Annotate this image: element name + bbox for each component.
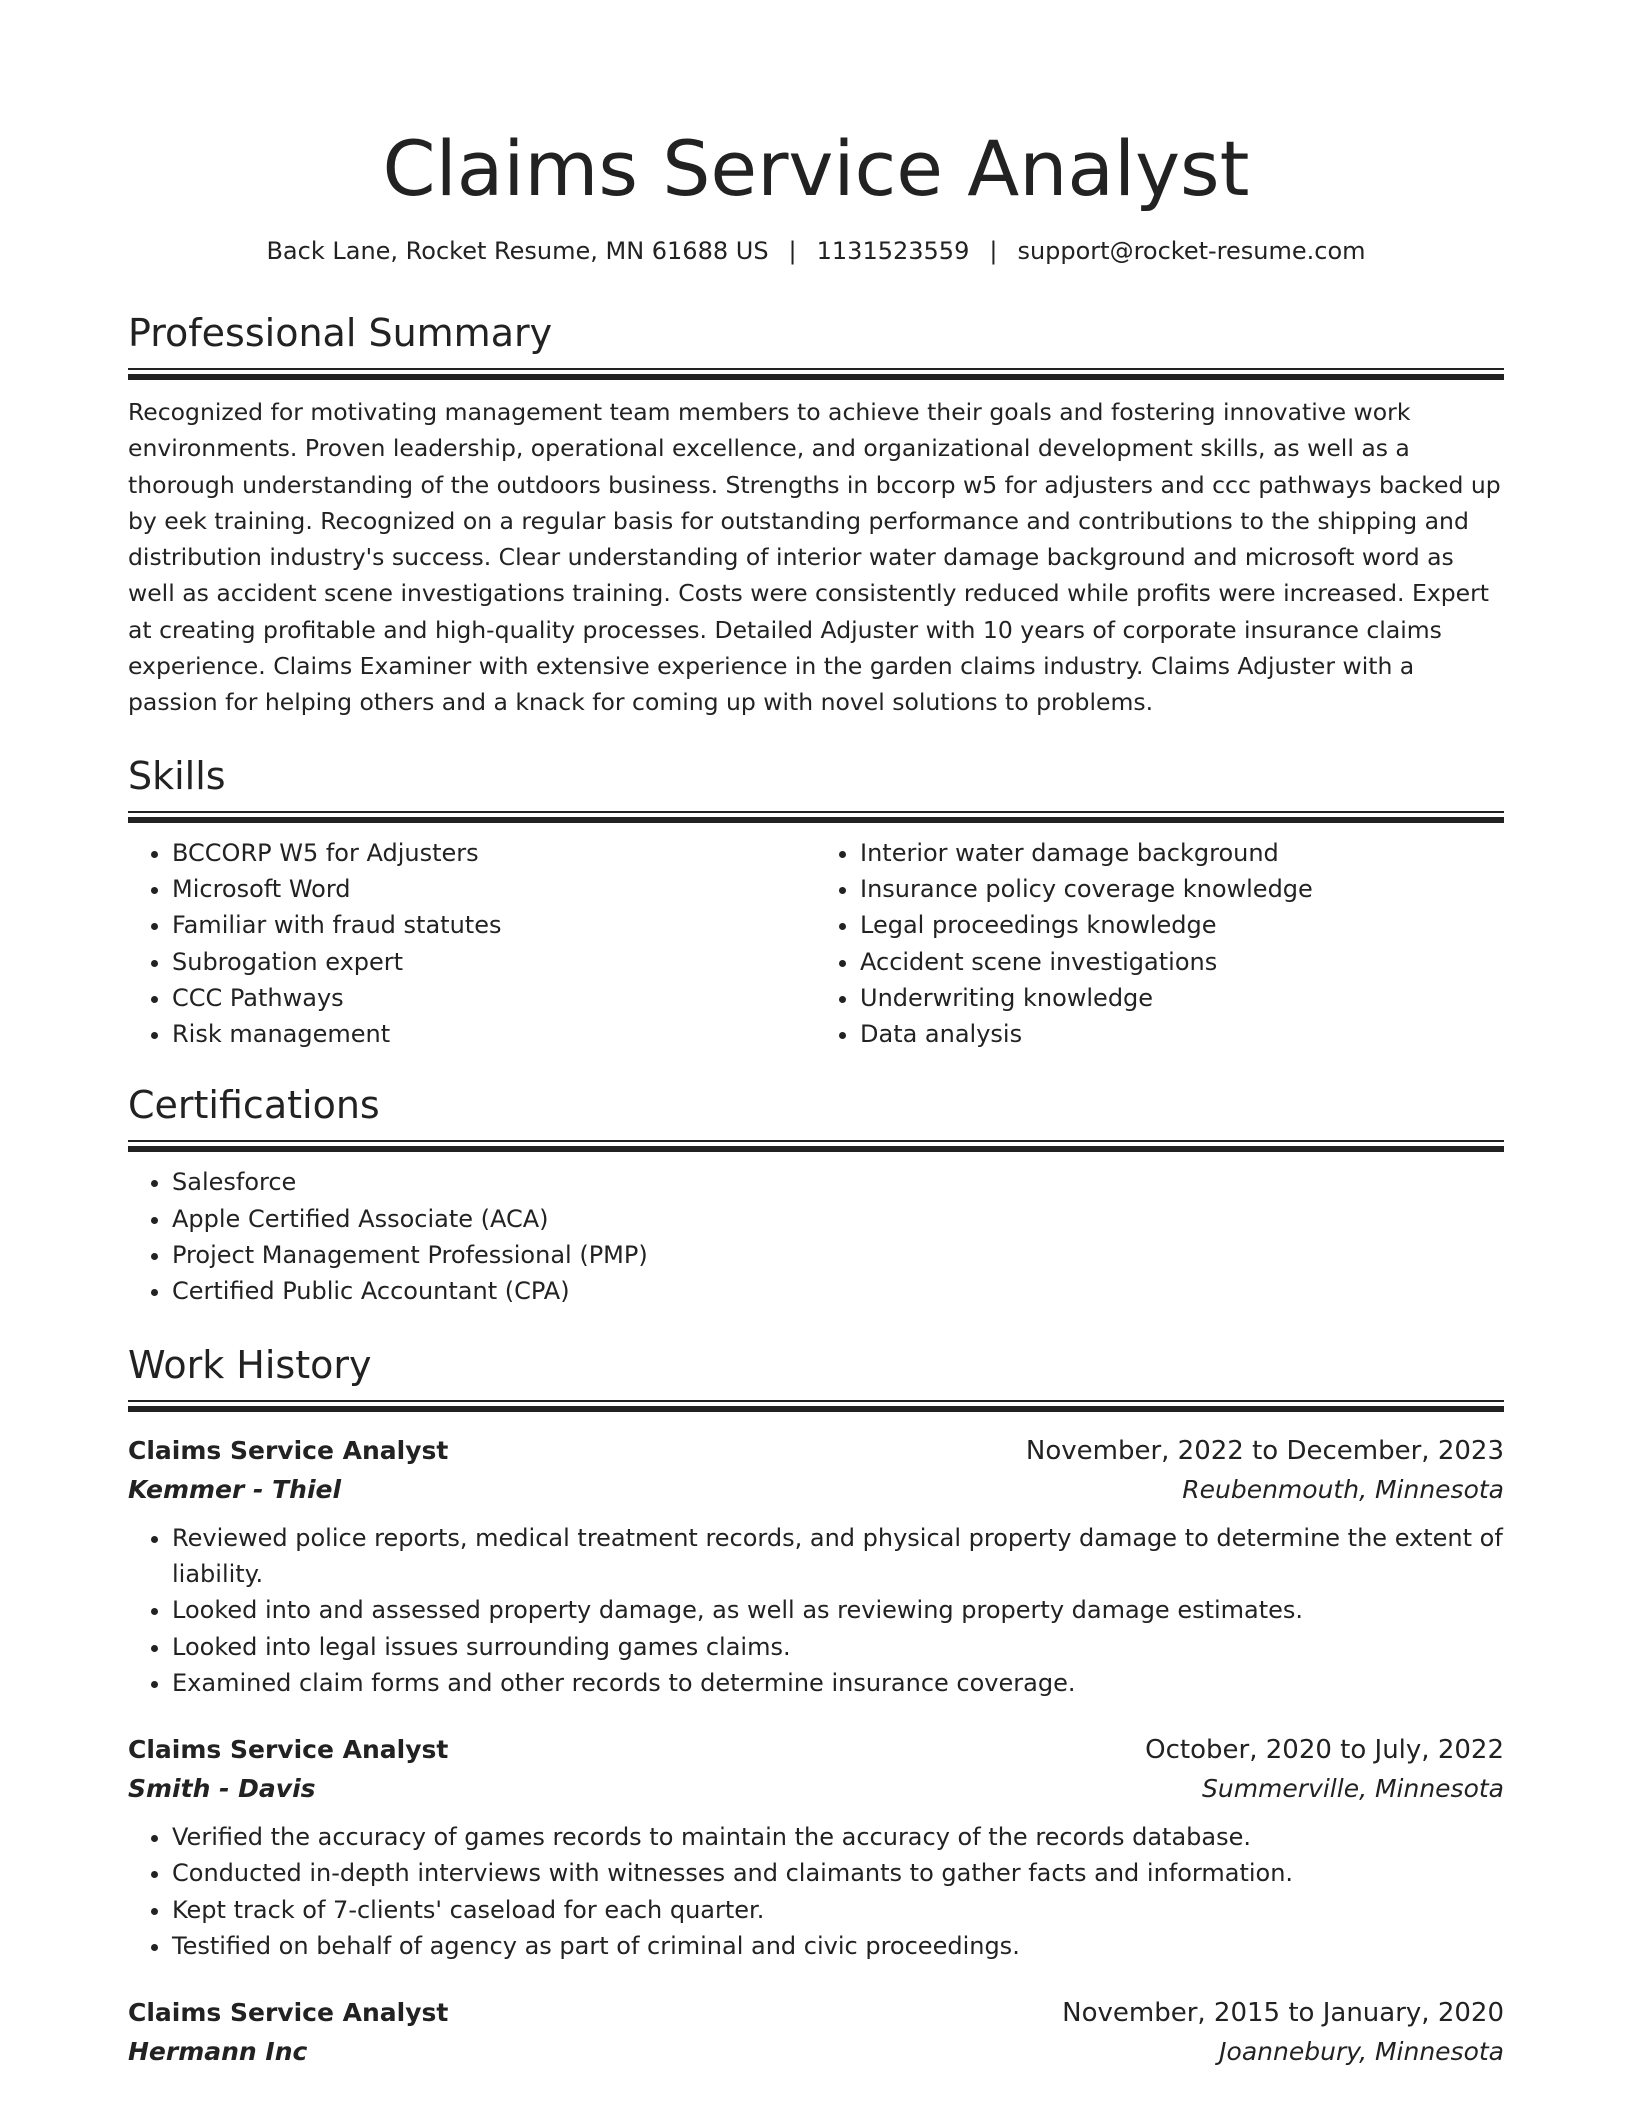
section-divider (128, 811, 1504, 823)
skill-item: • Risk management (172, 1016, 816, 1052)
job-location: Summerville, Minnesota (1201, 1774, 1504, 1804)
job-duty: • Reviewed police reports, medical treatment records, and physical property damage to determine the extent of liability. (172, 1520, 1504, 1593)
job-entry (128, 1731, 1504, 1964)
section-divider (128, 1400, 1504, 1412)
job-location: Reubenmouth, Minnesota (1182, 1474, 1504, 1504)
job-company: Hermann Inc (128, 2037, 308, 2067)
skill-item: • Familiar with fraud statutes (172, 907, 816, 943)
skill-item: • Accident scene investigations (860, 944, 1504, 980)
section-title-work: Work History (128, 1342, 372, 1387)
job-header (128, 1731, 1504, 1769)
skill-item: • Interior water damage background (860, 835, 1504, 871)
skills-list-right (816, 835, 1504, 1053)
job-dates: October, 2020 to July, 2022 (1145, 1735, 1504, 1766)
candidate-name: Claims Service Analyst (382, 124, 1250, 213)
contact-line (128, 234, 1504, 268)
job-duties (128, 1819, 1504, 1964)
contact-address: Back Lane, Rocket Resume, MN 61688 US (266, 237, 769, 265)
skill-item: • Legal proceedings knowledge (860, 907, 1504, 943)
skill-item: • BCCORP W5 for Adjusters (172, 835, 816, 871)
job-duty: • Looked into and assessed property damage, as well as reviewing property damage estimates. (172, 1592, 1504, 1628)
contact-phone: 1131523559 (816, 237, 970, 265)
job-duty: • Verified the accuracy of games records to maintain the accuracy of the records database. (172, 1819, 1504, 1855)
job-duty: • Testified on behalf of agency as part of criminal and civic proceedings. (172, 1928, 1504, 1964)
section-title-skills: Skills (128, 753, 226, 798)
job-header (128, 1994, 1504, 2032)
contact-separator: | (989, 237, 998, 265)
job-duties (128, 1520, 1504, 1701)
job-entry (128, 1994, 1504, 2072)
skill-item: • Data analysis (860, 1016, 1504, 1052)
job-subheader (128, 2032, 1504, 2072)
job-duty: • Kept track of 7-clients' caseload for each quarter. (172, 1892, 1504, 1928)
skills-grid (128, 835, 1504, 1053)
certifications-section (128, 1080, 1504, 1309)
job-company: Kemmer - Thiel (128, 1474, 342, 1504)
certifications-list (128, 1164, 1504, 1309)
summary-section (128, 308, 1504, 721)
certification-item: • Certified Public Accountant (CPA) (172, 1273, 1504, 1309)
skill-item: • Microsoft Word (172, 871, 816, 907)
job-duty: • Examined claim forms and other records to determine insurance coverage. (172, 1665, 1504, 1701)
skill-item: • Insurance policy coverage knowledge (860, 871, 1504, 907)
job-title: Claims Service Analyst (128, 1998, 449, 2028)
job-header (128, 1432, 1504, 1470)
skills-section (128, 751, 1504, 1053)
contact-email: support@rocket-resume.com (1017, 237, 1366, 265)
section-title-summary: Professional Summary (128, 311, 553, 355)
job-subheader (128, 1769, 1504, 1809)
summary-text: Recognized for motivating management team members to achieve their goals and fostering innovative work environments. Proven leadership, operational excellence, and organizational development skills, as well as a thorough understanding of the outdoors business. Strengths in bccorp w5 for adjusters and ccc pathways backed up by eek training. Recognized on a regular basis for outstanding performance and contributions to the shipping and distribution industry's success. Clear understanding of interior water damage background and microsoft word as well as accident scene investigations training. Costs were consistently reduced while profits were increased. Expert at creating profitable and high-quality processes. Detailed Adjuster with 10 years of corporate insurance claims experience. Claims Examiner with extensive experience in the garden claims industry. Claims Adjuster with a passion for helping others and a knack for coming up with novel solutions to problems. (128, 398, 1501, 717)
section-divider (128, 368, 1504, 380)
skill-item: • Underwriting knowledge (860, 980, 1504, 1016)
job-company: Smith - Davis (128, 1774, 316, 1804)
job-entry (128, 1432, 1504, 1701)
contact-separator: | (788, 237, 797, 265)
work-history-section (128, 1340, 1504, 2073)
certification-item: • Project Management Professional (PMP) (172, 1237, 1504, 1273)
job-duty: • Conducted in-depth interviews with witnesses and claimants to gather facts and information. (172, 1855, 1504, 1891)
job-dates: November, 2015 to January, 2020 (1062, 1998, 1504, 2029)
job-dates: November, 2022 to December, 2023 (1025, 1435, 1504, 1466)
job-duty: • Looked into legal issues surrounding games claims. (172, 1629, 1504, 1665)
skill-item: • Subrogation expert (172, 944, 816, 980)
certification-item: • Salesforce (172, 1164, 1504, 1200)
skill-item: • CCC Pathways (172, 980, 816, 1016)
job-title: Claims Service Analyst (128, 1435, 449, 1465)
job-subheader (128, 1470, 1504, 1510)
section-divider (128, 1140, 1504, 1152)
job-location: Joannebury, Minnesota (1219, 2037, 1504, 2067)
certification-item: • Apple Certified Associate (ACA) (172, 1201, 1504, 1237)
section-title-certifications: Certifications (128, 1083, 380, 1128)
skills-list-left (128, 835, 816, 1053)
job-title: Claims Service Analyst (128, 1735, 449, 1765)
